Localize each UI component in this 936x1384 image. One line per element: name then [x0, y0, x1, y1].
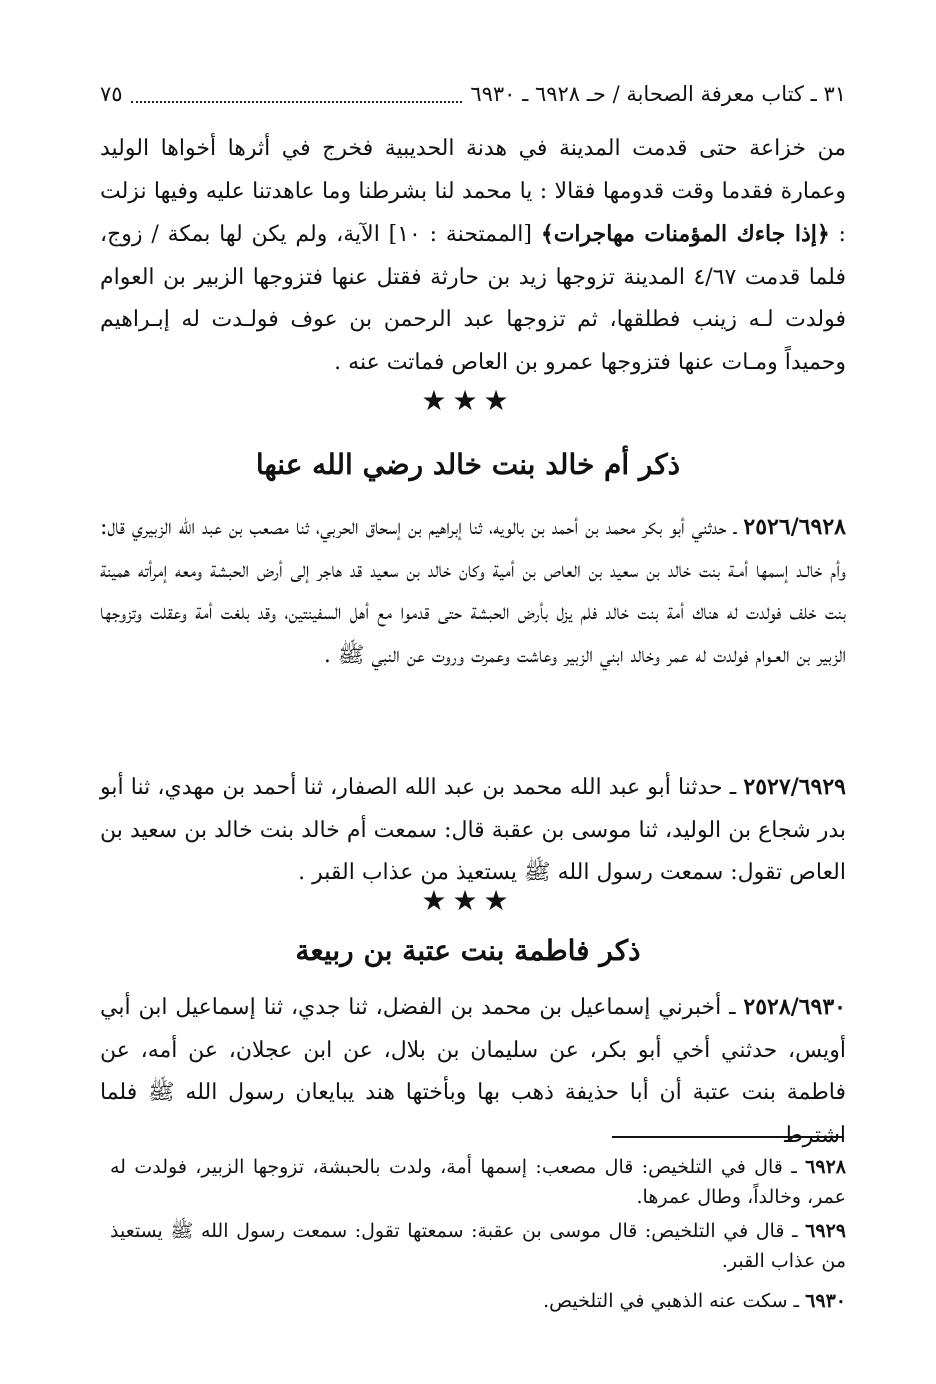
footnote-number: ٦٩٢٨: [805, 1156, 846, 1178]
hadith-6930: [100, 986, 846, 1157]
section-title-umm-khalid: ذكر أم خالد بنت خالد رضي الله عنها: [255, 448, 681, 481]
footnote-6930: [110, 1286, 846, 1316]
intro-paragraph: [100, 128, 846, 384]
hadith-6928: [100, 506, 846, 677]
page-header: [100, 74, 846, 114]
running-title: ٣١ ـ كتاب معرفة الصحابة / حـ ٦٩٢٨ ـ ٦٩٣٠: [470, 82, 846, 106]
footnote-text: ـ قال في التلخيص: قال موسى بن عقبة: سمعتها تقول: سمعت رسول الله ﷺ يستعيذ من عذاب القبر.: [110, 1220, 846, 1272]
footnote-rule: [612, 1136, 844, 1138]
footnote-text: ـ سكت عنه الذهبي في التلخيص.: [543, 1290, 806, 1312]
footnote-text: ـ قال في التلخيص: قال مصعب: إسمها أمة، ولدت بالحبشة، تزوجها الزبير، فولدت له عمر، وخالداً، وطال عمرها.: [110, 1156, 846, 1208]
hadith-6929: [100, 766, 846, 895]
intro-text-1: من خزاعة حتى قدمت المدينة في هدنة الحديبية فخرج في أثرها أخواها الوليد وعمارة فقدما وقت قدومها فقالا : يا محمد لنا بشرطنا وما عاهدتنا عليه وفيها نزلت :: [100, 136, 846, 247]
hadith-text: ـ أخبرني إسماعيل بن محمد بن الفضل، ثنا جدي، ثنا إسماعيل ابن أبي أويس، حدثني أخي أبو بكر، عن سليمان بن بلال، عن ابن عجلان، عن أمه، عن فاطمة بنت عتبة أن أبا حذيفة ذهب بها وبأختها هند يبايعان رسول الله ﷺ فلما اشترط: [100, 995, 846, 1148]
page-number: ٧٥: [100, 82, 123, 106]
hadith-number: ٢٥٢٧/٦٩٢٩: [743, 774, 846, 800]
section-separator: ★★★: [421, 384, 515, 417]
section-separator: ★★★: [421, 884, 515, 917]
footnote-number: ٦٩٢٩: [805, 1220, 846, 1242]
footnote-6929: [110, 1216, 846, 1276]
hadith-text: ـ حدثنا أبو عبد الله محمد بن عبد الله الصفار، ثنا أحمد بن مهدي، ثنا أبو بدر شجاع بن الوليد، ثنا موسى بن عقبة قال: سمعت أم خالد بنت خالد بن سعيد بن العاص تقول: سمعت رسول الله ﷺ يستعيذ من عذاب القبر .: [100, 775, 846, 885]
section-title-fatima: ذكر فاطمة بنت عتبة بن ربيعة: [295, 934, 641, 967]
header-dot-leader: [131, 85, 463, 103]
footnote-6928: [110, 1152, 846, 1212]
quran-verse: ﴿إذا جاءك المؤمنات مهاجرات﴾: [540, 221, 830, 247]
hadith-number: ٢٥٢٨/٦٩٣٠: [743, 994, 846, 1020]
footnote-number: ٦٩٣٠: [805, 1290, 846, 1312]
hadith-text: ـ حدثني أبو بكر محمد بن أحمد بن بالويه، ثنا إبراهيم بن إسحاق الحربي، ثنا مصعب بن عبد الله الزبيري قال: وأم خالـد إسمها أمـة بنت خالد بن سعيد بن العاص بن أمية وكان خالد بن سعيد قد هاجر إلى أرض الحبشة ومعه إمرأته همينة بنت خلف فولدت له هناك أمة بنت خالد فلم يزل بأرض الحبشة حتى قدموا مع أهل السفينتين، وقد بلغت أمة وعقلت وتزوجها الزبير بن العـوام فولدت له عمر وخالد ابني الزبير وعاشت وعمرت وروت عن النبي ﷺ .: [100, 515, 847, 668]
hadith-number: ٢٥٢٦/٦٩٢٨: [743, 514, 846, 540]
intro-text-2: [الممتحنة : ١٠] الآية، ولم يكن لها بمكة / زوج، فلما قدمت ٤/٦٧ المدينة تزوجها زيد بن حارثة فقتل عنها فتزوجها الزبير بن العوام فولدت لـه زينب فطلقها، ثم تزوجها عبد الرحمن بن عوف فولـدت له إبـراهيم وحميداً ومـات عنها فتزوجها عمرو بن العاص فماتت عنه .: [100, 222, 846, 375]
